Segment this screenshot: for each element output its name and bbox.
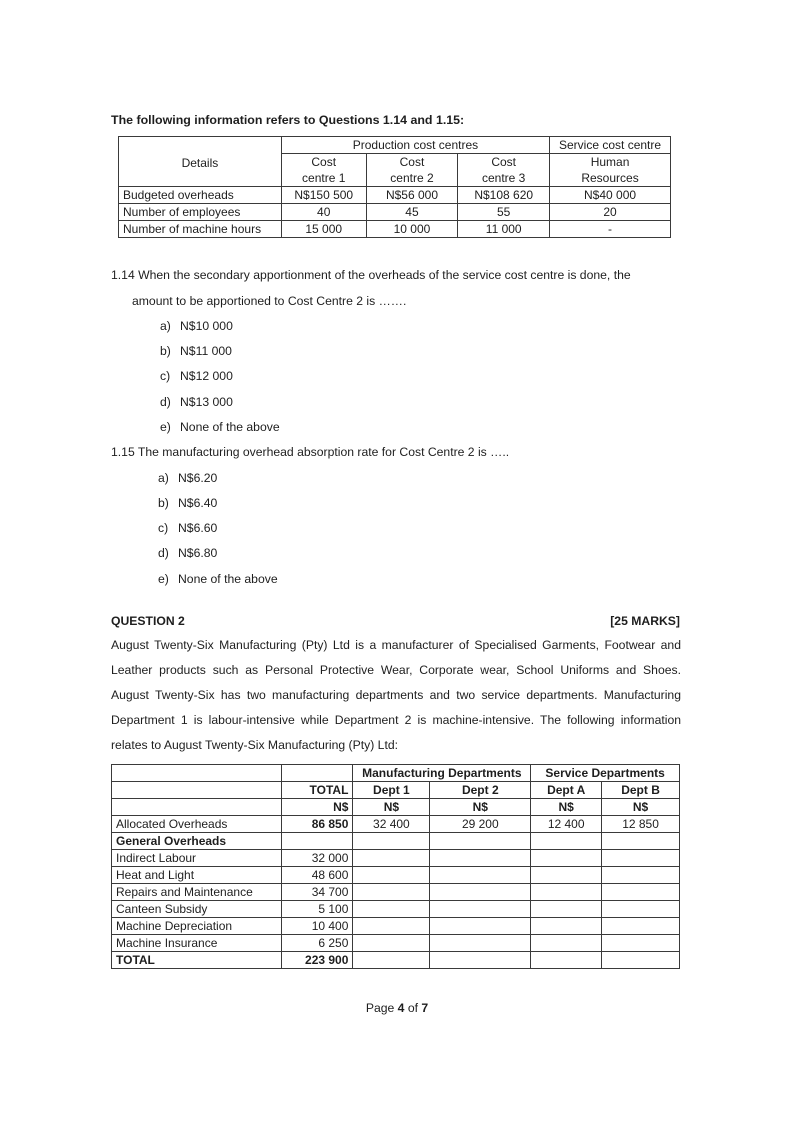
option-text: None of the above xyxy=(178,572,278,586)
option-1-15-e xyxy=(158,572,278,586)
empty-cell xyxy=(353,833,430,850)
page-of: of xyxy=(404,1001,422,1015)
empty-cell xyxy=(430,850,531,867)
empty-cell xyxy=(602,935,680,952)
intro-heading: The following information refers to Questions 1.14 and 1.15: xyxy=(111,113,465,127)
table-row-total xyxy=(112,952,680,969)
option-1-15-a xyxy=(158,471,217,485)
page-total: 7 xyxy=(421,1001,429,1015)
option-letter: d) xyxy=(158,546,169,560)
row-label: TOTAL xyxy=(112,952,282,969)
cell-total: 223 900 xyxy=(281,952,353,969)
cell: - xyxy=(550,221,671,238)
question-1-14-line1: 1.14 When the secondary apportionment of the overheads of the service cost centre is done, the xyxy=(111,268,631,282)
option-1-14-e xyxy=(160,420,280,434)
empty-cell xyxy=(430,884,531,901)
cell-total: 48 600 xyxy=(281,867,353,884)
option-letter: c) xyxy=(160,369,171,383)
service-departments-header: Service Departments xyxy=(531,765,680,782)
empty-cell xyxy=(430,901,531,918)
col-header-dept-b: Dept B xyxy=(602,782,680,799)
empty-cell xyxy=(531,901,602,918)
option-text: N$6.40 xyxy=(178,496,218,510)
option-text: N$12 000 xyxy=(180,369,233,383)
currency-dept-b: N$ xyxy=(602,799,680,816)
option-text: None of the above xyxy=(180,420,280,434)
question-2-title: QUESTION 2 xyxy=(111,614,185,628)
cell: N$40 000 xyxy=(550,187,671,204)
cell-total: 5 100 xyxy=(281,901,353,918)
cell: 29 200 xyxy=(430,816,531,833)
empty-cell xyxy=(353,952,430,969)
cell: 12 850 xyxy=(602,816,680,833)
row-label: Number of employees xyxy=(119,204,282,221)
empty-cell xyxy=(531,884,602,901)
empty-cell xyxy=(602,918,680,935)
row-label: General Overheads xyxy=(112,833,282,850)
question-2-marks: [25 MARKS] xyxy=(610,614,680,628)
overheads-table xyxy=(111,764,680,969)
option-text: N$10 000 xyxy=(180,319,233,333)
empty-cell xyxy=(112,765,282,782)
empty-cell xyxy=(353,901,430,918)
cell: 20 xyxy=(550,204,671,221)
option-text: N$11 000 xyxy=(180,344,232,358)
currency-dept-2: N$ xyxy=(430,799,531,816)
row-label: Repairs and Maintenance xyxy=(112,884,282,901)
cell: 45 xyxy=(366,204,458,221)
cell: 55 xyxy=(458,204,550,221)
currency-total: N$ xyxy=(281,799,353,816)
empty-cell xyxy=(602,867,680,884)
col-header-hr-line1: Human xyxy=(550,154,671,171)
empty-cell xyxy=(353,918,430,935)
option-letter: b) xyxy=(158,496,169,510)
empty-cell xyxy=(353,935,430,952)
option-text: N$6.60 xyxy=(178,521,218,535)
col-header-cc1-line1: Cost xyxy=(281,154,366,171)
option-1-15-b xyxy=(158,496,217,510)
cell: N$56 000 xyxy=(366,187,458,204)
cell: 32 400 xyxy=(353,816,430,833)
empty-cell xyxy=(353,884,430,901)
cost-centres-table xyxy=(118,136,671,238)
page-footer xyxy=(0,1001,794,1015)
option-1-14-a xyxy=(160,319,233,333)
col-header-hr-line2: Resources xyxy=(550,170,671,187)
table-row xyxy=(112,850,680,867)
table-row xyxy=(119,221,671,238)
row-label: Indirect Labour xyxy=(112,850,282,867)
empty-cell xyxy=(112,782,282,799)
empty-cell xyxy=(430,935,531,952)
empty-cell xyxy=(430,867,531,884)
paragraph-line: Department 1 is labour-intensive while Department 2 is machine-intensive. The following information xyxy=(111,713,681,727)
empty-cell xyxy=(112,799,282,816)
empty-cell xyxy=(353,867,430,884)
row-label: Machine Depreciation xyxy=(112,918,282,935)
question-1-14-line2: amount to be apportioned to Cost Centre 2 is ……. xyxy=(132,294,407,308)
page-prefix: Page xyxy=(365,1001,398,1015)
option-text: N$13 000 xyxy=(180,395,233,409)
cell-total: 86 850 xyxy=(281,816,353,833)
option-1-14-d xyxy=(160,395,233,409)
empty-cell xyxy=(353,850,430,867)
empty-cell xyxy=(531,952,602,969)
col-header-dept-a: Dept A xyxy=(531,782,602,799)
row-label: Machine Insurance xyxy=(112,935,282,952)
cell: N$150 500 xyxy=(281,187,366,204)
row-label: Allocated Overheads xyxy=(112,816,282,833)
table-row xyxy=(112,935,680,952)
service-cost-centre-header: Service cost centre xyxy=(550,137,671,154)
empty-cell xyxy=(281,833,353,850)
empty-cell xyxy=(602,850,680,867)
empty-cell xyxy=(430,918,531,935)
currency-dept-1: N$ xyxy=(353,799,430,816)
option-letter: a) xyxy=(160,319,171,333)
option-letter: e) xyxy=(160,420,171,434)
empty-cell xyxy=(531,833,602,850)
option-1-15-c xyxy=(158,521,217,535)
empty-cell xyxy=(531,867,602,884)
row-label: Canteen Subsidy xyxy=(112,901,282,918)
empty-cell xyxy=(531,935,602,952)
cell-total: 10 400 xyxy=(281,918,353,935)
cell-total: 32 000 xyxy=(281,850,353,867)
table-row xyxy=(112,918,680,935)
empty-cell xyxy=(430,952,531,969)
paragraph-line: August Twenty-Six Manufacturing (Pty) Ltd is a manufacturer of Specialised Garments, Footwear and xyxy=(111,638,681,652)
empty-cell xyxy=(430,833,531,850)
cell-total: 34 700 xyxy=(281,884,353,901)
option-1-14-b xyxy=(160,344,232,358)
option-letter: b) xyxy=(160,344,171,358)
cell: 11 000 xyxy=(458,221,550,238)
table-row xyxy=(112,833,680,850)
option-1-14-c xyxy=(160,369,233,383)
col-header-dept-1: Dept 1 xyxy=(353,782,430,799)
table-row xyxy=(112,867,680,884)
empty-cell xyxy=(281,765,353,782)
empty-cell xyxy=(602,901,680,918)
col-header-cc2-line1: Cost xyxy=(366,154,458,171)
paragraph-line: Leather products such as Personal Protective Wear, Corporate wear, School Uniforms and Shoes. xyxy=(111,663,681,677)
paragraph-line: relates to August Twenty-Six Manufacturing (Pty) Ltd: xyxy=(111,738,398,752)
cell: 15 000 xyxy=(281,221,366,238)
question-2-paragraph xyxy=(111,633,681,758)
option-letter: a) xyxy=(158,471,169,485)
cell: 10 000 xyxy=(366,221,458,238)
col-header-cc1-line2: centre 1 xyxy=(281,170,366,187)
option-letter: d) xyxy=(160,395,171,409)
manufacturing-departments-header: Manufacturing Departments xyxy=(353,765,531,782)
col-header-dept-2: Dept 2 xyxy=(430,782,531,799)
col-header-cc3-line1: Cost xyxy=(458,154,550,171)
option-letter: c) xyxy=(158,521,169,535)
row-label: Heat and Light xyxy=(112,867,282,884)
table-row xyxy=(112,884,680,901)
paragraph-line: August Twenty-Six has two manufacturing departments and two service departments. Manufacturing xyxy=(111,688,681,702)
cell: 12 400 xyxy=(531,816,602,833)
row-label: Budgeted overheads xyxy=(119,187,282,204)
option-text: N$6.80 xyxy=(178,546,218,560)
col-header-cc3-line2: centre 3 xyxy=(458,170,550,187)
empty-cell xyxy=(602,884,680,901)
option-1-15-d xyxy=(158,546,217,560)
table-row xyxy=(112,816,680,833)
option-text: N$6.20 xyxy=(178,471,218,485)
empty-cell xyxy=(602,833,680,850)
empty-cell xyxy=(602,952,680,969)
question-1-15-line1: 1.15 The manufacturing overhead absorption rate for Cost Centre 2 is ….. xyxy=(111,445,510,459)
option-letter: e) xyxy=(158,572,169,586)
empty-cell xyxy=(531,850,602,867)
empty-cell xyxy=(531,918,602,935)
col-header-cc2-line2: centre 2 xyxy=(366,170,458,187)
production-cost-centres-header: Production cost centres xyxy=(281,137,549,154)
row-label: Number of machine hours xyxy=(119,221,282,238)
table-row xyxy=(119,187,671,204)
cell-total: 6 250 xyxy=(281,935,353,952)
currency-dept-a: N$ xyxy=(531,799,602,816)
table-row xyxy=(119,204,671,221)
cell: N$108 620 xyxy=(458,187,550,204)
col-header-total: TOTAL xyxy=(281,782,353,799)
table-row xyxy=(112,901,680,918)
details-header: Details xyxy=(119,137,282,187)
page-number: 4 xyxy=(397,1001,405,1015)
cell: 40 xyxy=(281,204,366,221)
